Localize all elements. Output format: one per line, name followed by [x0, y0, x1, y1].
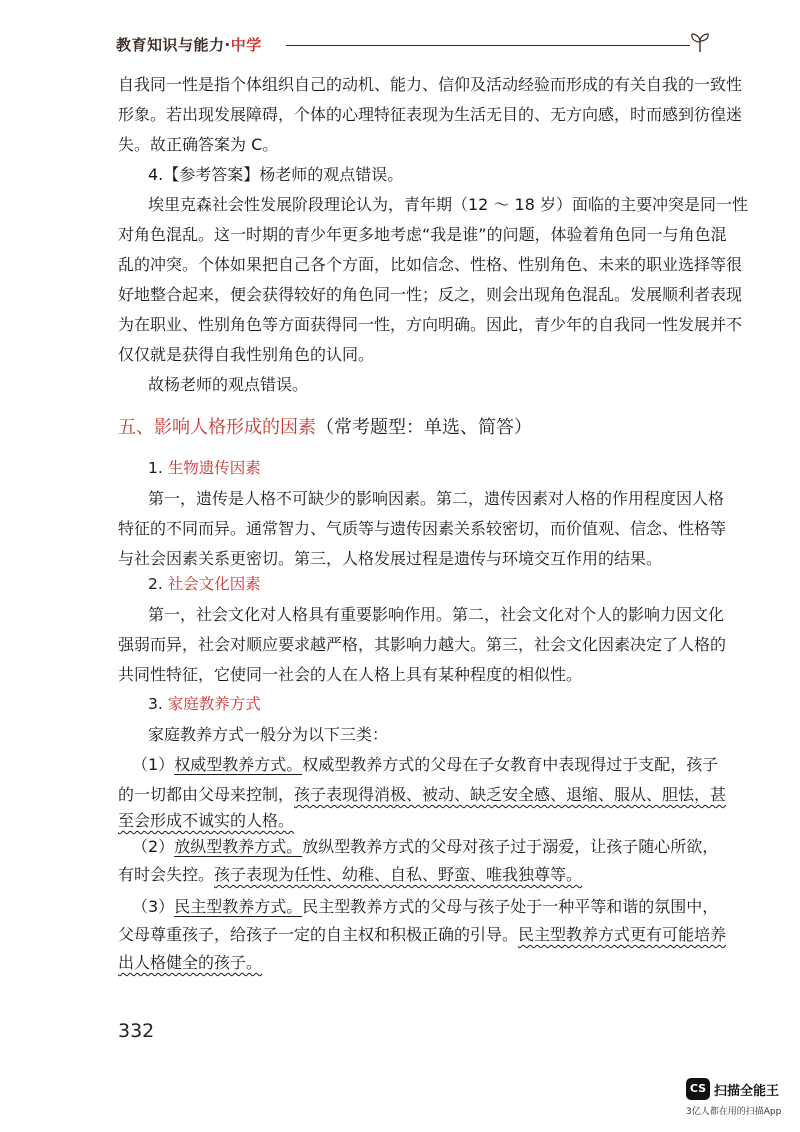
text-segment: 父母尊重孩子，给孩子一定的自主权和积极正确的引导。 [118, 925, 519, 944]
text-line: 故杨老师的观点错误。 [148, 375, 309, 394]
text-line [118, 808, 294, 831]
text-line: 好地整合起来，便会获得较好的角色同一性；反之，则会出现角色混乱。发展顺利者表现 [118, 285, 743, 304]
header-title-accent: 中学 [230, 36, 262, 54]
list-item-number: （3） [132, 897, 175, 916]
text-line: 乱的冲突。个体如果把自己各个方面，比如信念、性格、性别角色、未来的职业选择等很 [118, 255, 743, 274]
text-line [118, 782, 726, 805]
text-line: 自我同一性是指个体组织自己的动机、能力、信仰及活动经验而形成的有关自我的一致性 [118, 75, 743, 94]
subsection-number: 3. [148, 695, 168, 713]
text-line: 与社会因素关系更密切。第三，人格发展过程是遗传与环境交互作用的结果。 [118, 549, 663, 568]
subsection-number: 2. [148, 575, 168, 593]
page-number: 332 [118, 1020, 155, 1042]
text-line: 家庭教养方式一般分为以下三类： [148, 725, 389, 744]
underlined-text: 孩子表现为任性、幼稚、自私、野蛮、唯我独尊等。 [214, 865, 583, 884]
header-title-main: 教育知识与能力· [116, 36, 231, 54]
camscanner-logo-icon: CS [686, 1078, 710, 1100]
text-line: 仅仅就是获得自我性别角色的认同。 [118, 345, 375, 364]
section-heading-title: 五、影响人格形成的因素 [118, 417, 316, 438]
list-item-text: 民主型教养方式的父母与孩子处于一种平等和谐的氛围中， [302, 897, 719, 916]
list-item [132, 834, 718, 857]
text-line [118, 950, 262, 973]
list-item-number: （1） [132, 755, 175, 774]
text-line [118, 862, 582, 885]
list-item [132, 752, 718, 775]
answer-line: 4.【参考答案】杨老师的观点错误。 [148, 165, 404, 184]
running-header [116, 28, 712, 58]
subsection-heading [148, 456, 261, 478]
text-line: 第一，社会文化对人格具有重要影响作用。第二，社会文化对个人的影响力因文化 [148, 605, 725, 624]
list-item-number: （2） [132, 837, 175, 856]
subsection-heading [148, 572, 261, 594]
section-heading [118, 413, 532, 439]
sprout-icon [688, 30, 712, 54]
text-line: 强弱而异，社会对顺应要求越严格，其影响力越大。第三，社会文化因素决定了人格的 [118, 635, 727, 654]
watermark-tagline: 3亿人都在用的扫描App [686, 1107, 782, 1117]
list-item-title: 民主型教养方式。 [174, 897, 303, 916]
text-line: 对角色混乱。这一时期的青少年更多地考虑“我是谁”的问题，体验着角色同一与角色混 [118, 225, 727, 244]
list-item [132, 894, 718, 917]
subsection-title: 生物遗传因素 [167, 459, 261, 477]
section-heading-note: （常考题型：单选、简答） [316, 417, 532, 438]
list-item-text: 放纵型教养方式的父母对孩子过于溺爱，让孩子随心所欲， [302, 837, 719, 856]
watermark-name: 扫描全能王 [714, 1084, 780, 1099]
underlined-text: 孩子表现得消极、被动、缺乏安全感、退缩、服从、胆怯，甚 [294, 785, 727, 804]
scanner-watermark [686, 1078, 786, 1118]
list-item-text: 权威型教养方式的父母在子女教育中表现得过于支配，孩子 [302, 755, 719, 774]
text-line: 形象。若出现发展障碍，个体的心理特征表现为生活无目的、无方向感，时而感到彷徨迷 [118, 105, 743, 124]
text-segment: 的一切都由父母来控制， [118, 785, 295, 804]
text-line: 特征的不同而异。通常智力、气质等与遗传因素关系较密切，而价值观、信念、性格等 [118, 519, 727, 538]
subsection-heading [148, 692, 261, 714]
text-segment: 有时会失控。 [118, 865, 215, 884]
list-item-title: 权威型教养方式。 [174, 755, 303, 774]
text-line: 第一，遗传是人格不可缺少的影响因素。第二，遗传因素对人格的作用程度因人格 [148, 489, 725, 508]
text-line: 失。故正确答案为 C。 [118, 135, 279, 154]
header-rule [286, 45, 690, 46]
text-line: 共同性特征，它使同一社会的人在人格上具有某种程度的相似性。 [118, 665, 583, 684]
subsection-title: 家庭教养方式 [167, 695, 261, 713]
text-line [118, 922, 726, 945]
subsection-title: 社会文化因素 [167, 575, 261, 593]
underlined-text: 出人格健全的孩子。 [118, 953, 263, 972]
underlined-text: 至会形成不诚实的人格。 [118, 811, 295, 830]
header-title [116, 34, 262, 55]
subsection-number: 1. [148, 459, 168, 477]
list-item-title: 放纵型教养方式。 [174, 837, 303, 856]
text-line: 为在职业、性别角色等方面获得同一性，方向明确。因此，青少年的自我同一性发展并不 [118, 315, 743, 334]
text-line: 埃里克森社会性发展阶段理论认为，青年期（12 ～ 18 岁）面临的主要冲突是同一性 [148, 195, 748, 214]
underlined-text: 民主型教养方式更有可能培养 [518, 925, 727, 944]
